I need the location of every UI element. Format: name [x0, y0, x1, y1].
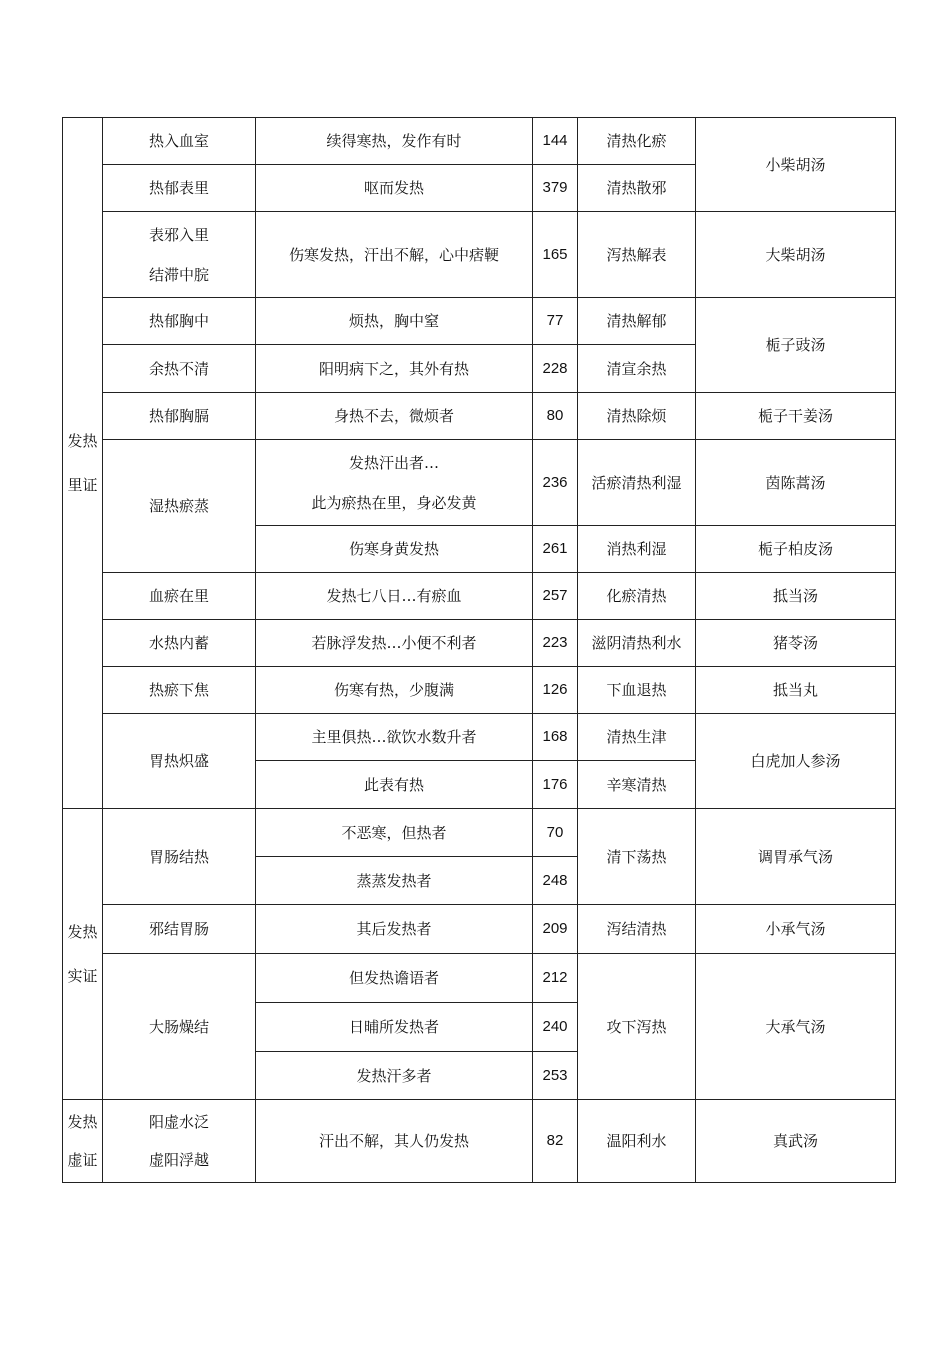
- formula-cell: 抵当汤: [696, 573, 896, 620]
- text-cell: 若脉浮发热…小便不利者: [256, 620, 533, 667]
- text-cell: 伤寒身黄发热: [256, 526, 533, 573]
- table-row: [63, 298, 896, 345]
- formula-cell: 小柴胡汤: [696, 118, 896, 212]
- syndrome-cell: [103, 1100, 256, 1183]
- formula-cell: 栀子豉汤: [696, 298, 896, 393]
- fever-syndrome-table: [62, 117, 896, 1183]
- group-label-line-2: 里证: [67, 476, 98, 494]
- clause-number: 379: [533, 165, 578, 212]
- clause-number: 253: [533, 1052, 578, 1100]
- method-cell: 清热散邪: [578, 165, 696, 212]
- syndrome-cell: 水热内蓄: [103, 620, 256, 667]
- clause-number: 228: [533, 345, 578, 393]
- method-cell: 辛寒清热: [578, 761, 696, 809]
- syndrome-cell: 热瘀下焦: [103, 667, 256, 714]
- text-cell: 阳明病下之，其外有热: [256, 345, 533, 393]
- formula-cell: 猪苓汤: [696, 620, 896, 667]
- clause-number: 257: [533, 573, 578, 620]
- clause-number: 209: [533, 905, 578, 954]
- syndrome-cell: 大肠燥结: [103, 954, 256, 1100]
- table-row: [63, 1100, 896, 1183]
- method-cell: 下血退热: [578, 667, 696, 714]
- method-cell: 温阳利水: [578, 1100, 696, 1183]
- method-cell: 清下荡热: [578, 809, 696, 905]
- text-line: 发热汗出者…: [348, 453, 439, 472]
- method-cell: 清热除烦: [578, 393, 696, 440]
- group-label-line-1: 发热: [67, 432, 98, 450]
- formula-cell: 白虎加人参汤: [696, 714, 896, 809]
- syndrome-cell: 胃肠结热: [103, 809, 256, 905]
- table-row: [63, 620, 896, 667]
- table-row: [63, 714, 896, 761]
- syndrome-cell: 热郁胸膈: [103, 393, 256, 440]
- table-row: [63, 393, 896, 440]
- group-label-excess: [63, 809, 103, 1100]
- clause-number: 82: [533, 1100, 578, 1183]
- method-cell: 攻下泻热: [578, 954, 696, 1100]
- group-label-deficiency: [63, 1100, 103, 1183]
- text-cell: 呕而发热: [256, 165, 533, 212]
- method-cell: 清热化瘀: [578, 118, 696, 165]
- clause-number: 176: [533, 761, 578, 809]
- clause-number: 168: [533, 714, 578, 761]
- formula-cell: 栀子干姜汤: [696, 393, 896, 440]
- text-cell: 发热七八日…有瘀血: [256, 573, 533, 620]
- text-cell: 不恶寒，但热者: [256, 809, 533, 857]
- text-cell: 此表有热: [256, 761, 533, 809]
- syndrome-cell: 余热不清: [103, 345, 256, 393]
- text-cell: [256, 440, 533, 526]
- text-cell: 身热不去，微烦者: [256, 393, 533, 440]
- table-row: [63, 212, 896, 298]
- syndrome-cell: 邪结胃肠: [103, 905, 256, 954]
- text-cell: 但发热谵语者: [256, 954, 533, 1003]
- clause-number: 223: [533, 620, 578, 667]
- syndrome-line: 结滞中脘: [148, 265, 209, 284]
- text-cell: 烦热，胸中窒: [256, 298, 533, 345]
- text-cell: 伤寒发热，汗出不解，心中痞鞕: [256, 212, 533, 298]
- formula-cell: 大柴胡汤: [696, 212, 896, 298]
- method-cell: 清热解郁: [578, 298, 696, 345]
- table-row: [63, 440, 896, 526]
- syndrome-cell: [103, 212, 256, 298]
- formula-cell: 茵陈蒿汤: [696, 440, 896, 526]
- text-cell: 发热汗多者: [256, 1052, 533, 1100]
- method-cell: 滋阴清热利水: [578, 620, 696, 667]
- method-cell: 泻热解表: [578, 212, 696, 298]
- clause-number: 77: [533, 298, 578, 345]
- syndrome-cell: 热郁胸中: [103, 298, 256, 345]
- clause-number: 70: [533, 809, 578, 857]
- method-cell: 泻结清热: [578, 905, 696, 954]
- formula-cell: 抵当丸: [696, 667, 896, 714]
- formula-cell: 真武汤: [696, 1100, 896, 1183]
- table-row: [63, 954, 896, 1003]
- text-cell: 伤寒有热，少腹满: [256, 667, 533, 714]
- table-row: [63, 667, 896, 714]
- syndrome-cell: 热郁表里: [103, 165, 256, 212]
- clause-number: 248: [533, 857, 578, 905]
- formula-cell: 小承气汤: [696, 905, 896, 954]
- table-row: [63, 809, 896, 857]
- method-cell: 活瘀清热利湿: [578, 440, 696, 526]
- clause-number: 236: [533, 440, 578, 526]
- method-cell: 清热生津: [578, 714, 696, 761]
- method-cell: 消热利湿: [578, 526, 696, 573]
- clause-number: 212: [533, 954, 578, 1003]
- syndrome-cell: 胃热炽盛: [103, 714, 256, 809]
- syndrome-cell: 血瘀在里: [103, 573, 256, 620]
- text-cell: 日晡所发热者: [256, 1003, 533, 1052]
- table-row: [63, 905, 896, 954]
- clause-number: 165: [533, 212, 578, 298]
- group-label-line-1: 发热: [67, 923, 98, 941]
- text-line: 此为瘀热在里，身必发黄: [311, 493, 477, 512]
- text-cell: 其后发热者: [256, 905, 533, 954]
- clause-number: 80: [533, 393, 578, 440]
- text-cell: 续得寒热，发作有时: [256, 118, 533, 165]
- syndrome-line: 表邪入里: [148, 225, 209, 244]
- group-label-line-2: 虚证: [67, 1151, 98, 1169]
- clause-number: 240: [533, 1003, 578, 1052]
- formula-cell: 大承气汤: [696, 954, 896, 1100]
- clause-number: 261: [533, 526, 578, 573]
- group-label-interior: [63, 118, 103, 809]
- clause-number: 126: [533, 667, 578, 714]
- group-label-line-1: 发热: [67, 1113, 98, 1131]
- table-row: [63, 573, 896, 620]
- text-cell: 主里俱热…欲饮水数升者: [256, 714, 533, 761]
- clause-number: 144: [533, 118, 578, 165]
- method-cell: 清宣余热: [578, 345, 696, 393]
- syndrome-cell: 湿热瘀蒸: [103, 440, 256, 573]
- method-cell: 化瘀清热: [578, 573, 696, 620]
- text-cell: 蒸蒸发热者: [256, 857, 533, 905]
- syndrome-cell: 热入血室: [103, 118, 256, 165]
- syndrome-line: 阳虚水泛: [148, 1113, 209, 1131]
- formula-cell: 调胃承气汤: [696, 809, 896, 905]
- syndrome-line: 虚阳浮越: [148, 1151, 209, 1169]
- formula-cell: 栀子柏皮汤: [696, 526, 896, 573]
- group-label-line-2: 实证: [67, 967, 98, 985]
- table-row: [63, 118, 896, 165]
- text-cell: 汗出不解，其人仍发热: [256, 1100, 533, 1183]
